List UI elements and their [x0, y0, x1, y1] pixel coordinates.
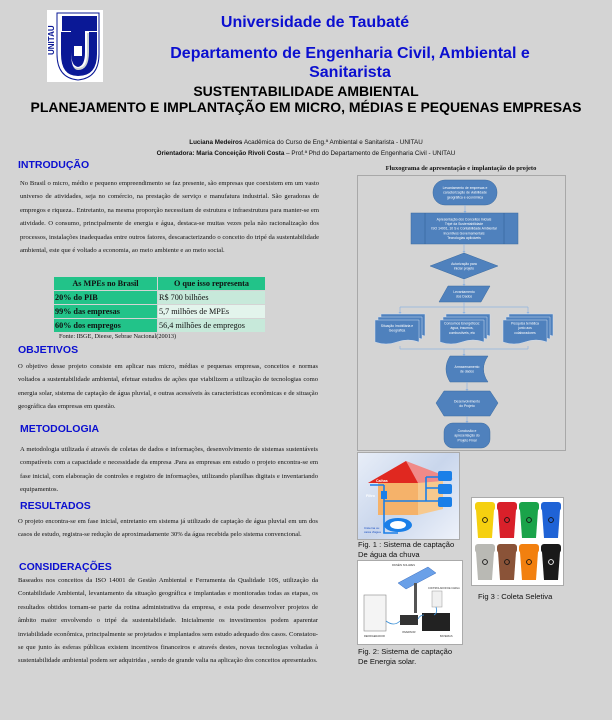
- flow-step-end-line: apresentação do: [454, 433, 480, 438]
- recycling-bin: [519, 544, 539, 580]
- fig1-caption-line2: De água da chuva: [358, 550, 420, 559]
- fig2-label-controlador: CONTROLADOR DE CARGA: [428, 587, 460, 590]
- flow-branch-survey-line: Pesquisa temática: [511, 321, 539, 326]
- poster-title: [20, 83, 592, 115]
- arrow-icon: [399, 312, 402, 314]
- section-heading-resultados: RESULTADOS: [20, 500, 91, 512]
- table-cell: 60% dos empregos: [54, 319, 158, 333]
- flow-step-storage-line: Armazenamento: [454, 364, 480, 369]
- table-row: [54, 319, 266, 333]
- flow-step-development-line: do Projeto: [459, 404, 475, 408]
- fig2-caption-line2: De Energia solar.: [358, 657, 417, 666]
- recycling-bin: [497, 544, 517, 580]
- advisor-name: Orientadora: Maria Conceição Rivoli Costa: [156, 150, 285, 157]
- flow-branch-situation-line: Situação Imobiliária e: [380, 323, 414, 328]
- flow-branch-consumption-line: água, insumos,: [450, 326, 474, 331]
- fig1-label-caixa: caixa d'água: [364, 530, 381, 534]
- flow-decision-line: Autorização para: [451, 261, 477, 266]
- table-header: O que isso representa: [158, 277, 266, 291]
- advisor-role: – Prof.ª Phd do Departamento de Engenharia Civil - UNITAU: [284, 150, 456, 157]
- recycling-bin: [541, 544, 561, 580]
- author-role: Acadêmica do Curso de Eng.ª Ambiental e Sanitarista - UNITAU: [242, 139, 423, 146]
- rainwater-system-image: [357, 452, 460, 540]
- flowchart-title: Fluxograma de apresentação e implantação do projeto: [385, 165, 537, 172]
- recycling-bin: [541, 502, 561, 538]
- flow-step-data-line: Levantamento: [453, 289, 475, 294]
- fig2-caption: [358, 647, 452, 667]
- title-line-2: PLANEJAMENTO E IMPLANTAÇÃO EM MICRO, MÉDIAS E PEQUENAS EMPRESAS: [30, 99, 582, 115]
- flow-step-concepts-line: Tripé da Sustentabilidade: [444, 222, 484, 227]
- flow-branch-survey-line: junto aos: [518, 326, 532, 331]
- flow-step-data-line: dos Dados: [455, 294, 473, 299]
- table-cell: R$ 700 bilhões: [158, 291, 266, 305]
- fig1-label-calhas: Calhas: [376, 479, 388, 483]
- recycling-bin: [519, 502, 539, 538]
- table-cell: 99% das empresas: [54, 305, 158, 319]
- arrow-icon: [466, 421, 469, 423]
- table-source: Fonte: IBGE, Dieese, Sebrae Nacional(20013): [59, 333, 177, 340]
- arrow-icon: [463, 354, 466, 356]
- fig3-caption: Fig 3 : Coleta Seletiva: [478, 592, 553, 601]
- table-row: [54, 291, 266, 305]
- resultados-text: O projeto encontra-se em fase inicial, entretanto em sistema já utilizado de captação de água pluvial em um dos casos de estudo, registra-se redução de aproximadamente 30% da água recebida pelo sistema convencional.: [18, 518, 318, 539]
- section-heading-consideracoes: CONSIDERAÇÕES: [19, 561, 112, 573]
- flow-step-development-line: Desenvolvimento: [453, 399, 481, 404]
- recycling-bin: [475, 502, 495, 538]
- flow-step-end-line: Conclusão e: [457, 429, 477, 434]
- flow-branch-situation-line: Geográfica: [388, 328, 406, 333]
- fig1-caption: [358, 540, 454, 560]
- flowchart: [357, 175, 566, 451]
- arrow-icon: [463, 251, 466, 253]
- fig2-label-inversor: INVERSOR: [402, 631, 416, 634]
- solar-system-image: [357, 560, 463, 645]
- metodologia-text: A metodologia utilizada é através de coletas de dados e informações, desenvolvimento de sistemas sustentáveis compatíveis com a capacidade e necessidade da empresa .Para as empresas em estudo o projeto encontra-se em fase inicial, com elaboração de controles e registro de informações, utilizando planilhas digitais e inventariando equipamentos.: [20, 446, 318, 494]
- flow-decision-line: iniciar projeto: [453, 266, 475, 271]
- section-heading-introducao: INTRODUÇÃO: [18, 159, 90, 171]
- flow-branch-consumption-line: Consumos Energéticos:: [444, 321, 480, 326]
- consideracoes-text: Baseados nos conceitos da ISO 14001 de Gestão Ambiental e Ferramenta da Qualidade 10S, utilização da Contabilidade Ambiental, levantamento da situação geográfica e implantadas e monitoradas todas as etapas, os resultados obtidos tornam-se parte da rotina administrativa da empresa, e esta pode desenvolver projetos de âmbito maior envolvendo o tripé da sustentabilidade. Inicialmente os investimentos podem aparentar inviabilidade econômica, principalmente se projetados e implantados sem estudo adequado dos casos. Constatou-se que junto às esferas públicas existem incentivos financeiros e através destes, novas tecnologias voltadas à sustentabilidade ambiental podem ser adquiridas , sendo de grande valia na aplicação dos conceitos apresentados.: [18, 577, 318, 665]
- recycling-bin: [475, 544, 495, 580]
- table-cell: 20% do PIB: [54, 291, 158, 305]
- arrow-icon: [464, 211, 467, 213]
- author-name: Luciana Medeiros: [189, 139, 243, 146]
- university-name: Universidade de Taubaté: [220, 14, 410, 31]
- department-name: Departamento de Engenharia Civil, Ambiental e Sanitarista: [170, 45, 530, 81]
- objetivos-text: O objetivo desse projeto consiste em aplicar nas micro, médias e pequenas empresas, conceitos e normas voltados a sustentabilidade ambiental, efetuar estudos de ações que viabilizem a utilização de tecnologias como energia solar, sistema de captação de água pluvial, e outras acessíveis às características econômicas e de situação geográfica das empresas em questão.: [18, 363, 318, 411]
- flow-step-start-line: Levantamento de empresas e: [442, 186, 488, 191]
- fig1-label-filtro: Filtro: [366, 494, 375, 498]
- fig2-label-paineis: PAINÉIS SOLARES: [392, 564, 416, 567]
- selective-collection-image: [471, 497, 564, 586]
- table-header: As MPEs no Brasil: [54, 277, 158, 291]
- logo-text: UNITAU: [47, 25, 56, 55]
- authors: [60, 137, 552, 159]
- arrow-icon: [466, 389, 469, 391]
- flow-step-concepts-line: Apresentação dos Conceitos Iniciais: [436, 217, 492, 222]
- section-heading-objetivos: OBJETIVOS: [18, 344, 79, 356]
- flow-step-end-line: Projeto Final: [457, 438, 477, 443]
- fig1-caption-line1: Fig. 1 : Sistema de captação: [358, 540, 455, 549]
- arrow-icon: [527, 312, 530, 314]
- flow-step-start-line: geográfica e econômica: [446, 195, 484, 200]
- flow-step-storage-line: de dados: [460, 369, 474, 374]
- table-cell: 5,7 milhões de MPEs: [158, 305, 266, 319]
- fig1-label-cisterna: Cisterna ou: [364, 526, 380, 530]
- flow-step-concepts-line: Tecnologias aplicáveis: [447, 235, 481, 240]
- flow-branch-consumption-line: combustíveis, etc: [448, 330, 476, 335]
- arrow-icon: [463, 312, 466, 314]
- unitau-logo: [47, 10, 103, 82]
- flow-step-start-line: caracterização de viabilidade: [443, 190, 487, 195]
- table-row: [54, 305, 266, 319]
- fig2-caption-line1: Fig. 2: Sistema de captação: [358, 647, 453, 656]
- flow-branch-survey-line: colaboradores: [514, 330, 536, 335]
- title-line-1: SUSTENTABILIDADE AMBIENTAL: [193, 83, 419, 99]
- fig2-label-baterias: BATERIAS: [440, 635, 453, 638]
- flow-step-concepts-line: Incentivos Governamentais: [443, 231, 485, 236]
- section-heading-metodologia: METODOLOGIA: [20, 423, 100, 435]
- introducao-text: No Brasil o micro, médio e pequeno empreendimento se faz presente, são empresas que coexistem em um vasto universo de atividades, seja no comércio, na prestação de serviço e manufatura industrial. São geradoras de empregos e riqueza.. Entretanto, na mesma proporção necessitam de estrutura e infraestrutura para manter-se em atividade. O consumo, principalmente de energia e água, destaca-se muitas vezes pela não racionalização dos processos, instalações inadequadas entre outros fatores, descaracterizando o conceito do tripé da sustentabilidade ambiental, este que é voltado a economia, ao meio ambiente e ao meio social.: [20, 180, 319, 255]
- mpe-table: [53, 276, 266, 333]
- arrow-icon: [463, 284, 466, 286]
- fig2-label-refrigerador: REFRIGERADOR: [364, 635, 385, 638]
- flow-step-concepts-line: ISO 14001, 10 S e Contabilidade Ambiental: [431, 226, 497, 231]
- recycling-bin: [497, 502, 517, 538]
- table-cell: 56,4 milhões de empregos: [158, 319, 266, 333]
